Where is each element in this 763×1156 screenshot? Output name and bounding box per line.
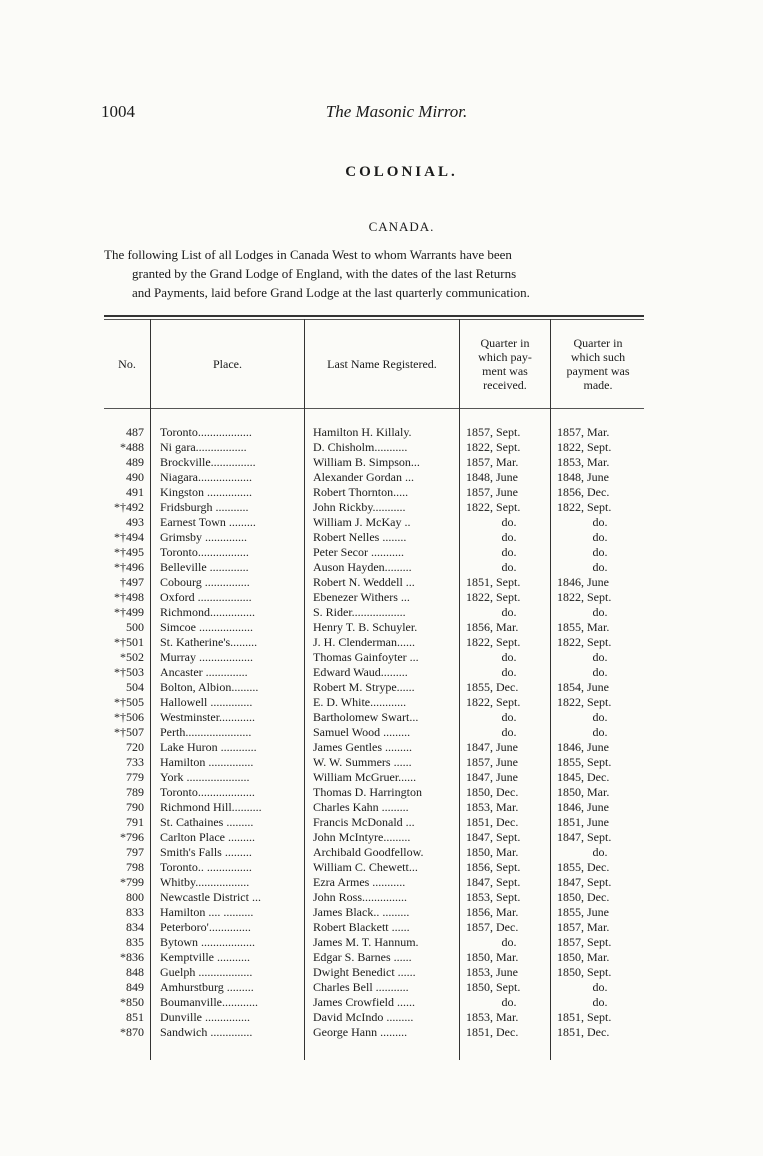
cell-quarter-made: 1855, Mar. bbox=[557, 620, 610, 634]
intro-line-3: and Payments, laid before Grand Lodge at the last quarterly communication. bbox=[132, 285, 530, 300]
cell-place: Smith's Falls ......... bbox=[160, 845, 252, 859]
table-row bbox=[104, 755, 644, 770]
table-row bbox=[104, 845, 644, 860]
cell-quarter-made: 1822, Sept. bbox=[557, 500, 612, 514]
table-row bbox=[104, 635, 644, 650]
cell-quarter-received: do. bbox=[501, 560, 517, 574]
cell-quarter-made: 1822, Sept. bbox=[557, 440, 612, 454]
table-body bbox=[104, 425, 644, 1040]
cell-place: Ni gara................. bbox=[160, 440, 247, 454]
cell-place: Toronto.................. bbox=[160, 425, 252, 439]
cell-no: *796 bbox=[120, 830, 144, 844]
cell-place: Westminster............ bbox=[160, 710, 256, 724]
cell-name: Robert Thornton..... bbox=[313, 485, 409, 499]
table-row bbox=[104, 440, 644, 455]
cell-quarter-received: 1822, Sept. bbox=[466, 590, 521, 604]
cell-name: George Hann ......... bbox=[313, 1025, 408, 1039]
cell-quarter-received: do. bbox=[501, 530, 517, 544]
cell-quarter-made: 1851, Sept. bbox=[557, 1010, 612, 1024]
cell-no: *799 bbox=[120, 875, 144, 889]
cell-name: Peter Secor ........... bbox=[313, 545, 404, 559]
cell-name: David McIndo ......... bbox=[313, 1010, 414, 1024]
cell-place: Richmond Hill.......... bbox=[160, 800, 262, 814]
cell-quarter-made: do. bbox=[592, 545, 608, 559]
cell-name: Edward Waud......... bbox=[313, 665, 408, 679]
cell-quarter-made: 1850, Dec. bbox=[557, 890, 610, 904]
table-row bbox=[104, 740, 644, 755]
cell-quarter-made: 1857, Mar. bbox=[557, 425, 610, 439]
table-row bbox=[104, 800, 644, 815]
cell-name: D. Chisholm........... bbox=[313, 440, 408, 454]
cell-name: Charles Kahn ......... bbox=[313, 800, 409, 814]
table-row bbox=[104, 515, 644, 530]
table-row bbox=[104, 815, 644, 830]
cell-no: *†495 bbox=[114, 545, 144, 559]
cell-place: Cobourg ............... bbox=[160, 575, 250, 589]
cell-quarter-received: 1847, June bbox=[466, 740, 518, 754]
table-row bbox=[104, 770, 644, 785]
cell-quarter-made: 1850, Sept. bbox=[557, 965, 612, 979]
cell-quarter-received: do. bbox=[501, 605, 517, 619]
cell-quarter-received: 1850, Mar. bbox=[466, 950, 519, 964]
table-row bbox=[104, 665, 644, 680]
table-row bbox=[104, 1025, 644, 1040]
table-row bbox=[104, 425, 644, 440]
cell-quarter-received: 1855, Dec. bbox=[466, 680, 519, 694]
cell-place: Murray .................. bbox=[160, 650, 253, 664]
cell-quarter-made: do. bbox=[592, 560, 608, 574]
header-quarter-received: Quarter in which pay- ment was received. bbox=[478, 336, 532, 392]
cell-no: 848 bbox=[126, 965, 144, 979]
table-header-rule bbox=[104, 408, 644, 409]
cell-quarter-received: 1857, Mar. bbox=[466, 455, 519, 469]
cell-name: Archibald Goodfellow. bbox=[313, 845, 424, 859]
table-row bbox=[104, 785, 644, 800]
cell-no: *836 bbox=[120, 950, 144, 964]
cell-quarter-made: 1850, Mar. bbox=[557, 785, 610, 799]
cell-quarter-made: do. bbox=[592, 980, 608, 994]
table-row bbox=[104, 590, 644, 605]
cell-quarter-made: do. bbox=[592, 515, 608, 529]
cell-quarter-made: 1856, Dec. bbox=[557, 485, 610, 499]
cell-quarter-made: do. bbox=[592, 710, 608, 724]
cell-quarter-received: 1853, June bbox=[466, 965, 518, 979]
cell-quarter-made: 1855, June bbox=[557, 905, 609, 919]
cell-no: 779 bbox=[126, 770, 144, 784]
cell-name: William B. Simpson... bbox=[313, 455, 420, 469]
table-row bbox=[104, 500, 644, 515]
cell-quarter-received: do. bbox=[501, 650, 517, 664]
cell-name: John McIntyre......... bbox=[313, 830, 411, 844]
cell-name: Ebenezer Withers ... bbox=[313, 590, 410, 604]
cell-quarter-made: do. bbox=[592, 995, 608, 1009]
cell-place: Bolton, Albion......... bbox=[160, 680, 259, 694]
cell-no: 797 bbox=[126, 845, 144, 859]
cell-place: Newcastle District ... bbox=[160, 890, 261, 904]
cell-place: Brockville............... bbox=[160, 455, 256, 469]
cell-quarter-made: 1857, Sept. bbox=[557, 935, 612, 949]
table-row bbox=[104, 470, 644, 485]
table-row bbox=[104, 485, 644, 500]
cell-place: Toronto................. bbox=[160, 545, 249, 559]
cell-quarter-received: do. bbox=[501, 515, 517, 529]
cell-place: Hamilton ............... bbox=[160, 755, 254, 769]
cell-quarter-received: do. bbox=[501, 725, 517, 739]
cell-no: *870 bbox=[120, 1025, 144, 1039]
sub-title: CANADA. bbox=[368, 219, 435, 234]
cell-quarter-made: 1847, Sept. bbox=[557, 830, 612, 844]
cell-no: 487 bbox=[126, 425, 144, 439]
intro-line-1: The following List of all Lodges in Canada West to whom Warrants have been bbox=[104, 247, 512, 262]
cell-no: *†494 bbox=[114, 530, 144, 544]
cell-no: 800 bbox=[126, 890, 144, 904]
cell-name: Ezra Armes ........... bbox=[313, 875, 406, 889]
cell-no: 790 bbox=[126, 800, 144, 814]
cell-quarter-received: 1851, Dec. bbox=[466, 815, 519, 829]
cell-no: 491 bbox=[126, 485, 144, 499]
cell-place: Kemptville ........... bbox=[160, 950, 250, 964]
cell-place: Guelph .................. bbox=[160, 965, 253, 979]
cell-no: *488 bbox=[120, 440, 144, 454]
cell-quarter-made: do. bbox=[592, 650, 608, 664]
table-row bbox=[104, 710, 644, 725]
table-row bbox=[104, 650, 644, 665]
cell-no: 791 bbox=[126, 815, 144, 829]
cell-quarter-received: 1847, Sept. bbox=[466, 875, 521, 889]
cell-no: 851 bbox=[126, 1010, 144, 1024]
cell-no: 834 bbox=[126, 920, 144, 934]
cell-place: Ancaster .............. bbox=[160, 665, 248, 679]
cell-quarter-received: 1857, Dec. bbox=[466, 920, 519, 934]
intro-paragraph bbox=[104, 245, 644, 302]
cell-place: Boumanville............ bbox=[160, 995, 258, 1009]
header-place: Place. bbox=[213, 357, 242, 371]
table-row bbox=[104, 620, 644, 635]
cell-quarter-made: do. bbox=[592, 665, 608, 679]
cell-place: Toronto................... bbox=[160, 785, 255, 799]
cell-name: Henry T. B. Schuyler. bbox=[313, 620, 418, 634]
cell-quarter-received: do. bbox=[501, 935, 517, 949]
cell-name: Robert N. Weddell ... bbox=[313, 575, 415, 589]
cell-name: John Ross............... bbox=[313, 890, 408, 904]
cell-quarter-made: do. bbox=[592, 725, 608, 739]
table-row bbox=[104, 545, 644, 560]
table-row bbox=[104, 695, 644, 710]
cell-place: Carlton Place ......... bbox=[160, 830, 255, 844]
cell-name: James Gentles ......... bbox=[313, 740, 412, 754]
cell-name: J. H. Clenderman...... bbox=[313, 635, 415, 649]
cell-quarter-received: 1851, Dec. bbox=[466, 1025, 519, 1039]
cell-quarter-received: 1856, Mar. bbox=[466, 905, 519, 919]
table-row bbox=[104, 830, 644, 845]
cell-place: Hallowell .............. bbox=[160, 695, 253, 709]
cell-quarter-received: 1856, Sept. bbox=[466, 860, 521, 874]
table-row bbox=[104, 605, 644, 620]
cell-name: Robert Blackett ...... bbox=[313, 920, 410, 934]
cell-name: Bartholomew Swart... bbox=[313, 710, 419, 724]
cell-quarter-made: 1846, June bbox=[557, 800, 609, 814]
cell-quarter-made: 1846, June bbox=[557, 575, 609, 589]
table-row bbox=[104, 950, 644, 965]
cell-name: Hamilton H. Killaly. bbox=[313, 425, 412, 439]
cell-name: William McGruer...... bbox=[313, 770, 417, 784]
cell-quarter-received: do. bbox=[501, 665, 517, 679]
cell-quarter-received: 1822, Sept. bbox=[466, 635, 521, 649]
cell-no: 798 bbox=[126, 860, 144, 874]
cell-quarter-made: 1847, Sept. bbox=[557, 875, 612, 889]
table-row bbox=[104, 560, 644, 575]
cell-no: 835 bbox=[126, 935, 144, 949]
cell-quarter-made: 1850, Mar. bbox=[557, 950, 610, 964]
cell-quarter-received: 1822, Sept. bbox=[466, 500, 521, 514]
section-title: COLONIAL. bbox=[345, 164, 458, 180]
cell-quarter-received: do. bbox=[501, 995, 517, 1009]
cell-place: Dunville ............... bbox=[160, 1010, 250, 1024]
cell-name: Dwight Benedict ...... bbox=[313, 965, 416, 979]
cell-no: 490 bbox=[126, 470, 144, 484]
cell-no: *†496 bbox=[114, 560, 144, 574]
cell-no: 500 bbox=[126, 620, 144, 634]
table-row bbox=[104, 860, 644, 875]
table-top-rule bbox=[104, 315, 644, 317]
table-row bbox=[104, 875, 644, 890]
cell-name: William C. Chewett... bbox=[313, 860, 418, 874]
table-row bbox=[104, 530, 644, 545]
cell-quarter-made: 1854, June bbox=[557, 680, 609, 694]
table-row bbox=[104, 680, 644, 695]
cell-quarter-made: 1853, Mar. bbox=[557, 455, 610, 469]
table-row bbox=[104, 725, 644, 740]
cell-quarter-received: 1853, Mar. bbox=[466, 1010, 519, 1024]
cell-quarter-made: 1822, Sept. bbox=[557, 695, 612, 709]
cell-name: Thomas D. Harrington bbox=[313, 785, 422, 799]
cell-no: 849 bbox=[126, 980, 144, 994]
cell-no: 720 bbox=[126, 740, 144, 754]
cell-quarter-made: 1845, Dec. bbox=[557, 770, 610, 784]
cell-place: Lake Huron ............ bbox=[160, 740, 257, 754]
cell-quarter-received: 1850, Sept. bbox=[466, 980, 521, 994]
table-row bbox=[104, 1010, 644, 1025]
cell-quarter-made: 1851, June bbox=[557, 815, 609, 829]
cell-place: Niagara.................. bbox=[160, 470, 252, 484]
table-row bbox=[104, 890, 644, 905]
cell-no: *†506 bbox=[114, 710, 144, 724]
cell-quarter-received: 1822, Sept. bbox=[466, 695, 521, 709]
cell-name: William J. McKay .. bbox=[313, 515, 411, 529]
cell-quarter-received: 1848, June bbox=[466, 470, 518, 484]
cell-place: Richmond............... bbox=[160, 605, 255, 619]
cell-place: Earnest Town ......... bbox=[160, 515, 256, 529]
header-name: Last Name Registered. bbox=[327, 357, 437, 371]
cell-no: *†503 bbox=[114, 665, 144, 679]
cell-name: Samuel Wood ......... bbox=[313, 725, 411, 739]
cell-no: *502 bbox=[120, 650, 144, 664]
cell-quarter-received: do. bbox=[501, 710, 517, 724]
cell-quarter-made: 1846, June bbox=[557, 740, 609, 754]
cell-place: Whitby.................. bbox=[160, 875, 250, 889]
cell-quarter-received: 1851, Sept. bbox=[466, 575, 521, 589]
running-title: The Masonic Mirror. bbox=[325, 102, 468, 121]
table-row bbox=[104, 575, 644, 590]
cell-quarter-received: 1822, Sept. bbox=[466, 440, 521, 454]
cell-place: Sandwich .............. bbox=[160, 1025, 253, 1039]
cell-name: Robert M. Strype...... bbox=[313, 680, 415, 694]
cell-quarter-made: do. bbox=[592, 530, 608, 544]
cell-quarter-made: 1848, June bbox=[557, 470, 609, 484]
cell-quarter-received: 1847, Sept. bbox=[466, 830, 521, 844]
cell-place: Belleville ............. bbox=[160, 560, 249, 574]
table-row bbox=[104, 905, 644, 920]
cell-place: Kingston ............... bbox=[160, 485, 253, 499]
cell-quarter-made: 1822, Sept. bbox=[557, 590, 612, 604]
lodges-table bbox=[104, 315, 644, 1060]
cell-name: John Rickby........... bbox=[313, 500, 406, 514]
cell-no: 789 bbox=[126, 785, 144, 799]
cell-place: Grimsby .............. bbox=[160, 530, 247, 544]
cell-quarter-received: 1850, Mar. bbox=[466, 845, 519, 859]
cell-name: W. W. Summers ...... bbox=[313, 755, 412, 769]
cell-quarter-received: 1853, Sept. bbox=[466, 890, 521, 904]
cell-name: James M. T. Hannum. bbox=[313, 935, 419, 949]
cell-quarter-received: 1856, Mar. bbox=[466, 620, 519, 634]
cell-name: S. Rider.................. bbox=[313, 605, 406, 619]
cell-no: *†507 bbox=[114, 725, 144, 739]
cell-place: Perth...................... bbox=[160, 725, 252, 739]
cell-name: Auson Hayden......... bbox=[313, 560, 412, 574]
cell-quarter-made: 1851, Dec. bbox=[557, 1025, 610, 1039]
cell-place: Oxford .................. bbox=[160, 590, 252, 604]
cell-name: Thomas Gainfoyter ... bbox=[313, 650, 419, 664]
cell-place: Toronto.. ............... bbox=[160, 860, 252, 874]
cell-no: *†501 bbox=[114, 635, 144, 649]
table-row bbox=[104, 995, 644, 1010]
cell-quarter-received: 1857, Sept. bbox=[466, 425, 521, 439]
cell-name: Robert Nelles ........ bbox=[313, 530, 407, 544]
cell-place: Simcoe .................. bbox=[160, 620, 253, 634]
table-row bbox=[104, 455, 644, 470]
cell-quarter-received: 1853, Mar. bbox=[466, 800, 519, 814]
cell-no: 489 bbox=[126, 455, 144, 469]
cell-no: *†499 bbox=[114, 605, 144, 619]
intro-line-2: granted by the Grand Lodge of England, with the dates of the last Returns bbox=[132, 266, 517, 281]
cell-place: Bytown .................. bbox=[160, 935, 256, 949]
table-row bbox=[104, 980, 644, 995]
cell-place: York ..................... bbox=[160, 770, 250, 784]
cell-name: Edgar S. Barnes ...... bbox=[313, 950, 412, 964]
cell-no: 493 bbox=[126, 515, 144, 529]
cell-name: James Crowfield ...... bbox=[313, 995, 415, 1009]
cell-place: Hamilton .... .......... bbox=[160, 905, 254, 919]
cell-no: †497 bbox=[120, 575, 144, 589]
cell-quarter-received: 1847, June bbox=[466, 770, 518, 784]
cell-quarter-made: do. bbox=[592, 605, 608, 619]
cell-place: Amhurstburg ......... bbox=[160, 980, 254, 994]
cell-quarter-made: 1822, Sept. bbox=[557, 635, 612, 649]
cell-name: James Black.. ......... bbox=[313, 905, 410, 919]
page-number: 1004 bbox=[101, 102, 135, 121]
cell-place: Peterboro'.............. bbox=[160, 920, 251, 934]
table-row bbox=[104, 920, 644, 935]
cell-quarter-received: do. bbox=[501, 545, 517, 559]
cell-name: E. D. White............ bbox=[313, 695, 407, 709]
cell-no: 833 bbox=[126, 905, 144, 919]
cell-name: Charles Bell ........... bbox=[313, 980, 409, 994]
cell-no: *†505 bbox=[114, 695, 144, 709]
cell-no: *850 bbox=[120, 995, 144, 1009]
table-row bbox=[104, 935, 644, 950]
cell-place: Fridsburgh ........... bbox=[160, 500, 249, 514]
cell-no: *†492 bbox=[114, 500, 144, 514]
cell-place: St. Katherine's......... bbox=[160, 635, 258, 649]
header-no: No. bbox=[118, 357, 136, 371]
cell-quarter-made: do. bbox=[592, 845, 608, 859]
cell-no: 504 bbox=[126, 680, 144, 694]
cell-quarter-made: 1855, Sept. bbox=[557, 755, 612, 769]
cell-place: St. Cathaines ......... bbox=[160, 815, 254, 829]
cell-quarter-received: 1857, June bbox=[466, 755, 518, 769]
table-top-rule-inner bbox=[104, 319, 644, 320]
cell-quarter-received: 1850, Dec. bbox=[466, 785, 519, 799]
cell-quarter-received: 1857, June bbox=[466, 485, 518, 499]
cell-quarter-made: 1857, Mar. bbox=[557, 920, 610, 934]
header-quarter-made: Quarter in which such payment was made. bbox=[566, 336, 630, 392]
cell-name: Francis McDonald ... bbox=[313, 815, 415, 829]
table-row bbox=[104, 965, 644, 980]
cell-name: Alexander Gordan ... bbox=[313, 470, 414, 484]
cell-no: *†498 bbox=[114, 590, 144, 604]
cell-no: 733 bbox=[126, 755, 144, 769]
cell-quarter-made: 1855, Dec. bbox=[557, 860, 610, 874]
